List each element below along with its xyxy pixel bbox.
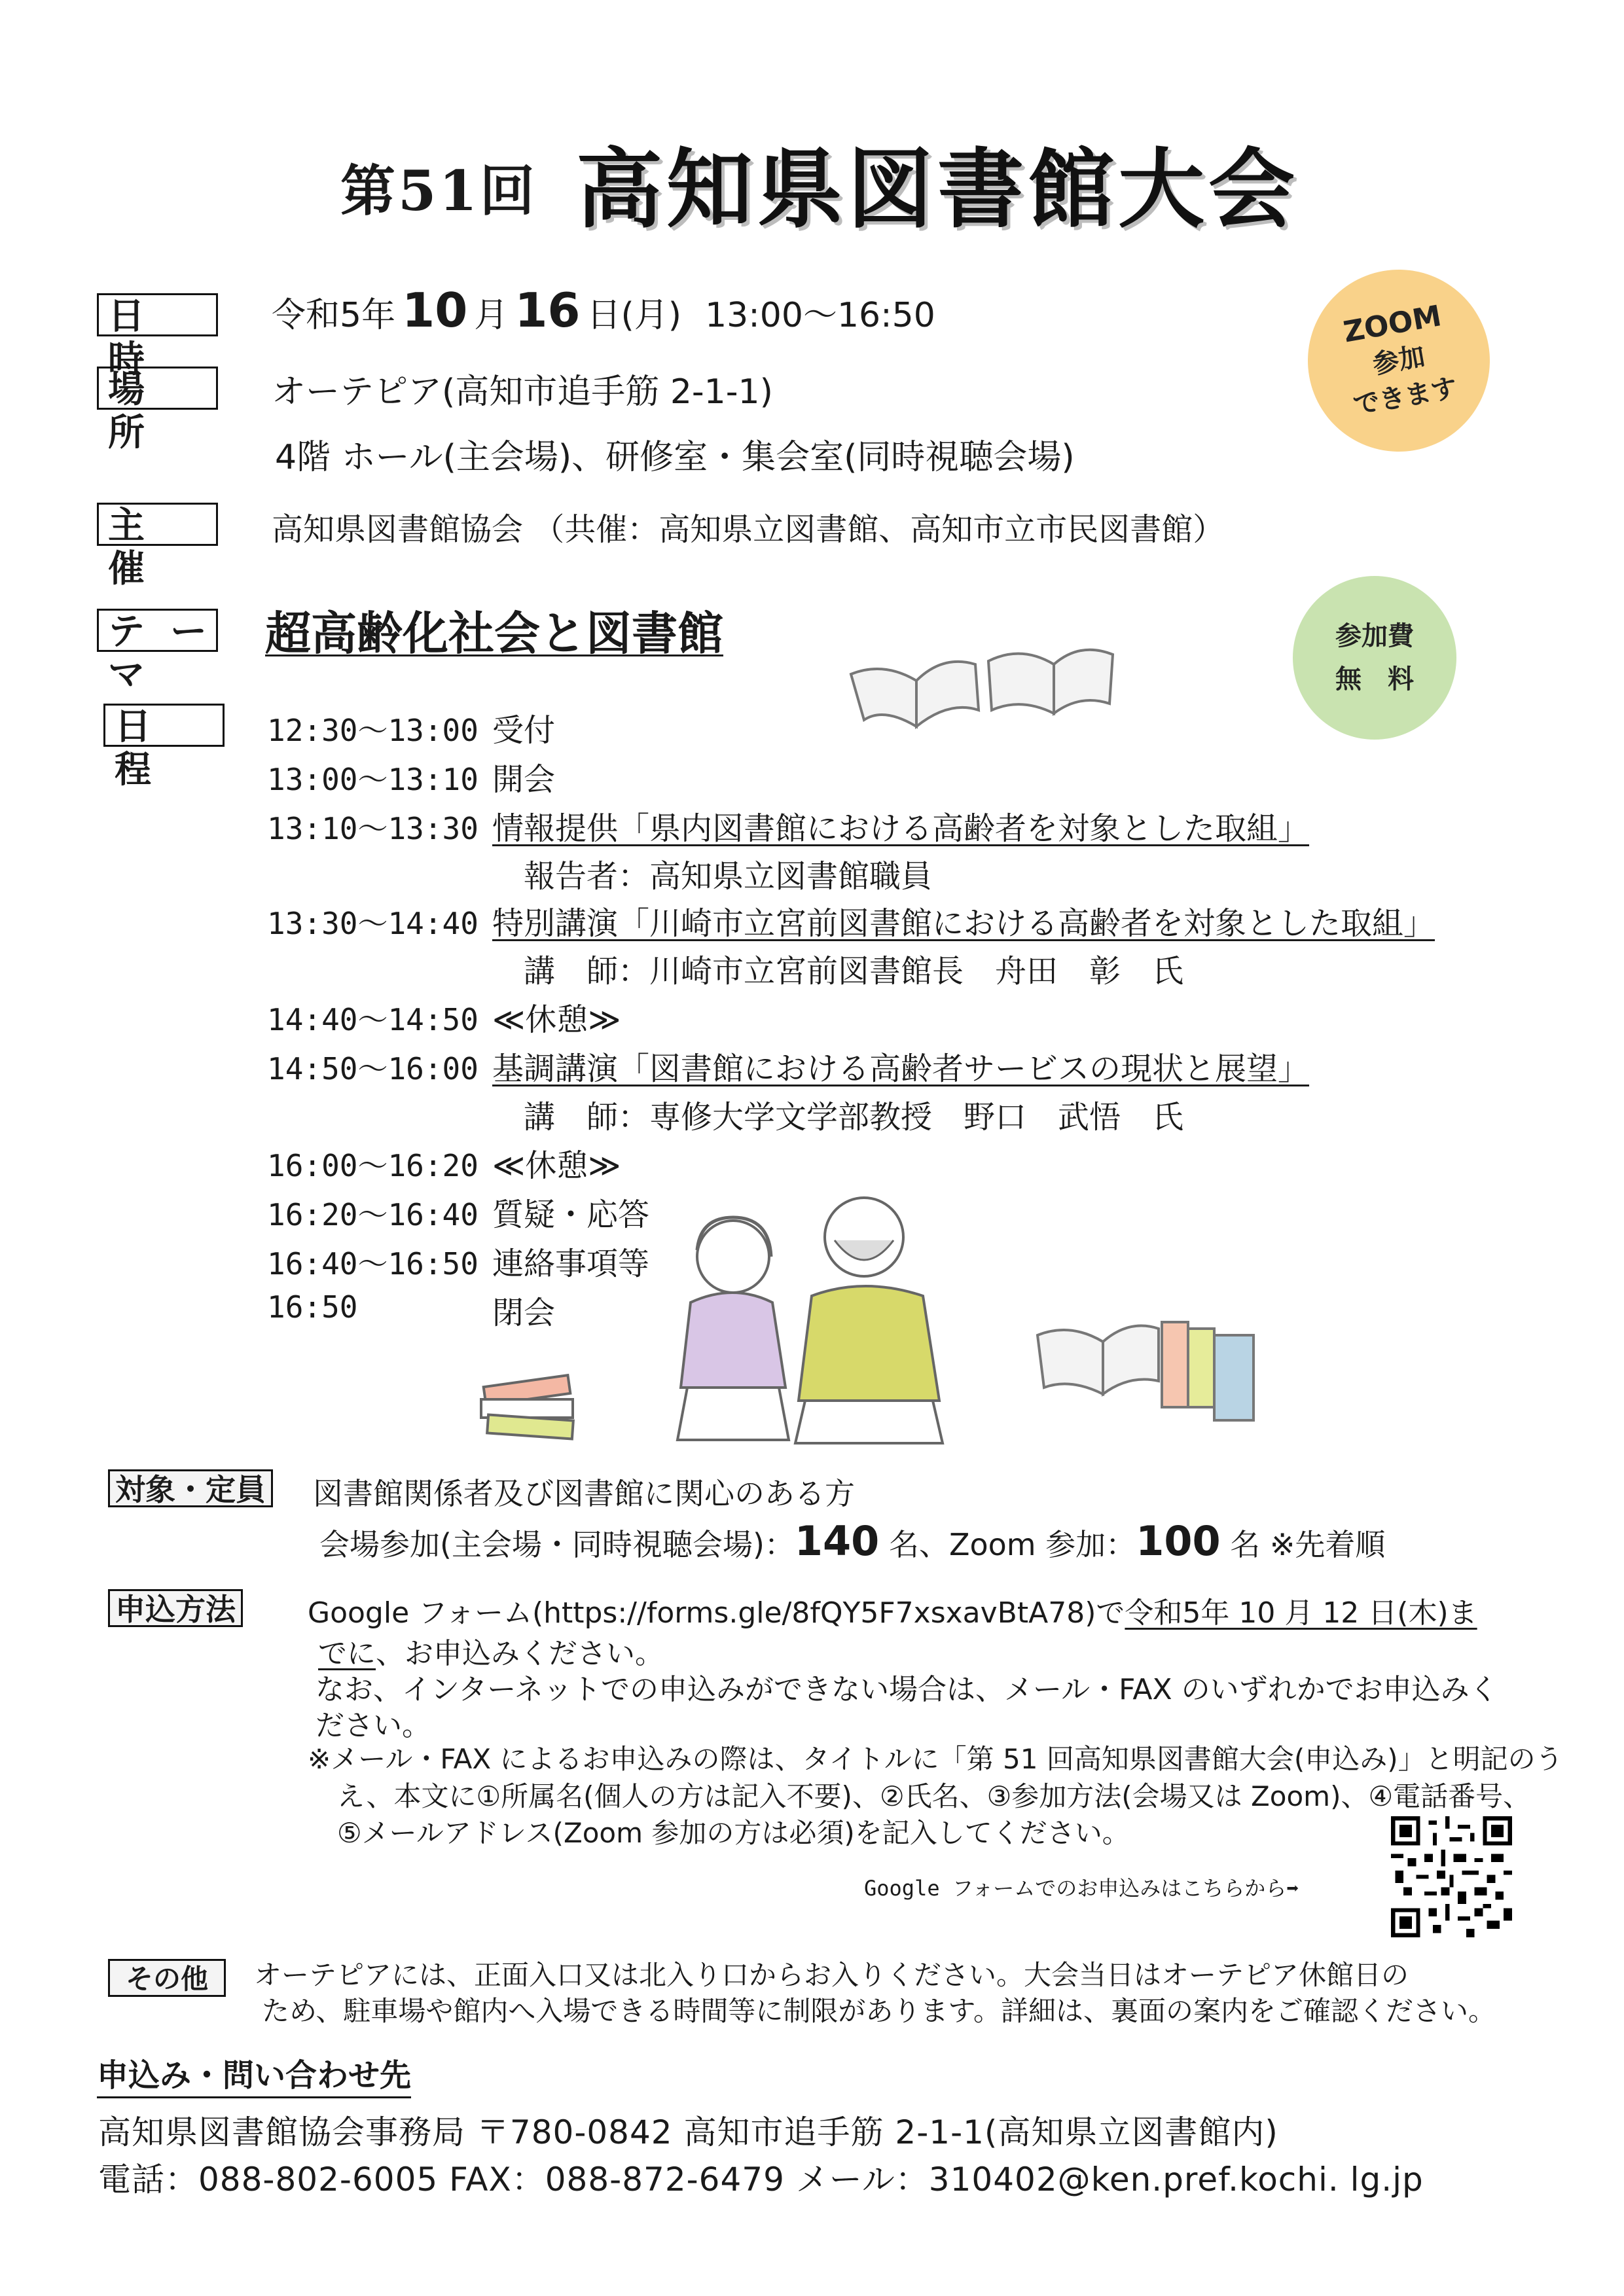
target-line2: 会場参加(主会場・同時視聴会場)：140 名、Zoom 参加：100 名 ※先着順 bbox=[319, 1517, 1386, 1565]
zoom-badge bbox=[1293, 255, 1504, 466]
apply-label: 申込方法 bbox=[108, 1589, 243, 1627]
zoom-badge-line1: ZOOM bbox=[1341, 299, 1444, 350]
theme-label: テーマ bbox=[97, 609, 218, 652]
open-books-illustration bbox=[844, 628, 1119, 740]
title-main: 高知県図書館大会 bbox=[576, 139, 1299, 240]
schedule-label: 日 程 bbox=[103, 704, 225, 747]
zoom-badge-line3: できます bbox=[1350, 372, 1460, 421]
qr-caption: Google フォームでのお申込みはこちらから➡ bbox=[864, 1876, 1299, 1901]
fee-badge-line1: 参加費 bbox=[1335, 621, 1414, 651]
target-line1: 図書館関係者及び図書館に関心のある方 bbox=[313, 1476, 855, 1511]
datetime-value: 令和5年 10 月 16 日(月) 13:00～16:50 bbox=[272, 283, 935, 338]
fee-badge bbox=[1293, 576, 1456, 740]
books-right-illustration bbox=[1031, 1296, 1267, 1427]
apply-line6: え、本文に①所属名(個人の方は記入不要)、②氏名、③参加方法(会場又は Zoom)、④電話番号、 bbox=[337, 1780, 1531, 1812]
venue-line2: 4階 ホール(主会場)、研修室・集会室(同時視聴会場) bbox=[275, 438, 1075, 477]
title-prefix: 第51回 bbox=[340, 158, 537, 223]
contact-line1: 高知県図書館協会事務局 〒780-0842 高知市追手筋 2-1-1(高知県立図書館内) bbox=[98, 2113, 1278, 2151]
qr-code[interactable] bbox=[1391, 1816, 1512, 1937]
apply-line4: ださい。 bbox=[316, 1709, 431, 1742]
contact-label: 申込み・問い合わせ先 bbox=[97, 2050, 411, 2098]
apply-line2: でに、お申込みください。 bbox=[318, 1637, 664, 1670]
other-line1: オーテピアには、正面入口又は北入り口からお入りください。大会当日はオーテピア休館日の bbox=[254, 1959, 1409, 1991]
host-text: 高知県図書館協会 （共催：高知県立図書館、高知市立市民図書館） bbox=[272, 511, 1225, 548]
venue-label: 場 所 bbox=[97, 367, 218, 410]
other-label: その他 bbox=[108, 1959, 226, 1997]
theme-text: 超高齢化社会と図書館 bbox=[265, 607, 723, 660]
venue-line1: オーテピア(高知市追手筋 2-1-1) bbox=[272, 372, 773, 412]
apply-line1: Google フォーム(https://forms.gle/8fQY5F7xsxavBtA78)で令和5年 10 月 12 日(木)ま bbox=[308, 1596, 1477, 1630]
elderly-couple-illustration bbox=[471, 1165, 982, 1446]
other-line2: ため、駐車場や館内へ入場できる時間等に制限があります。詳細は、裏面の案内をご確認ください。 bbox=[262, 1995, 1496, 2027]
zoom-badge-line2: 参加 bbox=[1370, 341, 1428, 380]
datetime-label: 日 時 bbox=[97, 293, 218, 336]
host-label: 主 催 bbox=[97, 503, 218, 546]
apply-line7: ⑤メールアドレス(Zoom 参加の方は必須)を記入してください。 bbox=[337, 1817, 1130, 1849]
fee-badge-line2: 無 料 bbox=[1335, 664, 1414, 694]
page-title bbox=[0, 108, 1624, 239]
contact-line2: 電話：088-802-6005 FAX：088-872-6479 メール：310402@ken.pref.kochi. lg.jp bbox=[98, 2161, 1424, 2198]
target-label: 対象・定員 bbox=[108, 1469, 273, 1507]
apply-line3: なお、インターネットでの申込みができない場合は、メール・FAX のいずれかでお申込みく bbox=[316, 1673, 1498, 1706]
apply-line5: ※メール・FAX によるお申込みの際は、タイトルに「第 51 回高知県図書館大会(申込み)」と明記のう bbox=[308, 1743, 1563, 1775]
